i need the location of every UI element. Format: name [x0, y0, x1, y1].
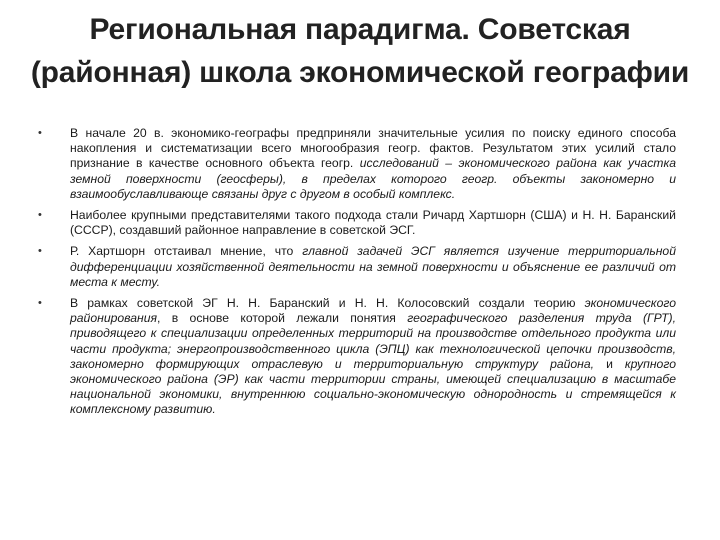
bullet-icon: •: [38, 127, 42, 139]
bullet-item: [38, 244, 676, 290]
text-segment: и: [594, 356, 625, 371]
italic-text-segment: географического разделения труда (ГРТ), приводящего к специализации определенных территорий на производстве отдельного продукта или части продукта; энергопроизводственного цикла (ЭПЦ) как технологической цепочки производств, закономерно формирующих отраслевую и территориальную структуру района,: [70, 311, 676, 371]
bullet-text: [70, 296, 676, 418]
italic-text-segment: крупного экономического района (ЭР) как части территории страны, имеющей специализацию в масштабе национальной экономики, внутреннюю социально-экономическую однородность и стремящейся к комплексному развитию.: [70, 356, 676, 417]
italic-text-segment: исследований – экономического района как участка земной поверхности (геосферы), в пределах которого геогр. объекты закономерно и взаимообуславливающе связаны друг с другом в особый комплекс.: [70, 156, 676, 201]
bullet-item: [38, 208, 676, 238]
italic-text-segment: главной задачей ЭСГ является изучение территориальной дифференциации хозяйственной деятельности на земной поверхности и объяснение ее различий от места к месту.: [70, 244, 676, 289]
bullet-item: [38, 126, 676, 202]
slide-title: Региональная парадигма. Советская (районная) школа экономической географии: [30, 13, 690, 89]
text-segment: Р. Хартшорн отстаивал мнение, что: [70, 244, 303, 259]
bullet-item: [38, 296, 676, 418]
bullet-icon: •: [38, 297, 42, 310]
bullet-text: [70, 244, 676, 290]
text-segment: Наиболее крупными представителями такого подхода стали Ричард Хартшорн (США) и Н. Н. Баранский (СССР), создавший районное направление в советской ЭСГ.: [70, 208, 676, 238]
bullet-text: [70, 208, 676, 238]
bullet-icon: •: [38, 209, 42, 222]
text-segment: В рамках советской ЭГ Н. Н. Баранский и Н. Н. Колосовский создали теорию: [70, 296, 585, 311]
bullet-text: [70, 126, 676, 202]
bullet-icon: •: [38, 245, 42, 258]
text-segment: В начале 20 в. экономико-географы предприняли значительные усилия по поиску единого способа накопления и систематизации всего многообразия геогр. фактов. Результатом этих усилий стало признание в качестве основного объекта геогр.: [70, 126, 676, 171]
italic-text-segment: экономического районирования: [70, 296, 676, 326]
text-segment: , в основе которой лежали понятия: [157, 311, 408, 326]
bullet-list: [38, 126, 676, 418]
